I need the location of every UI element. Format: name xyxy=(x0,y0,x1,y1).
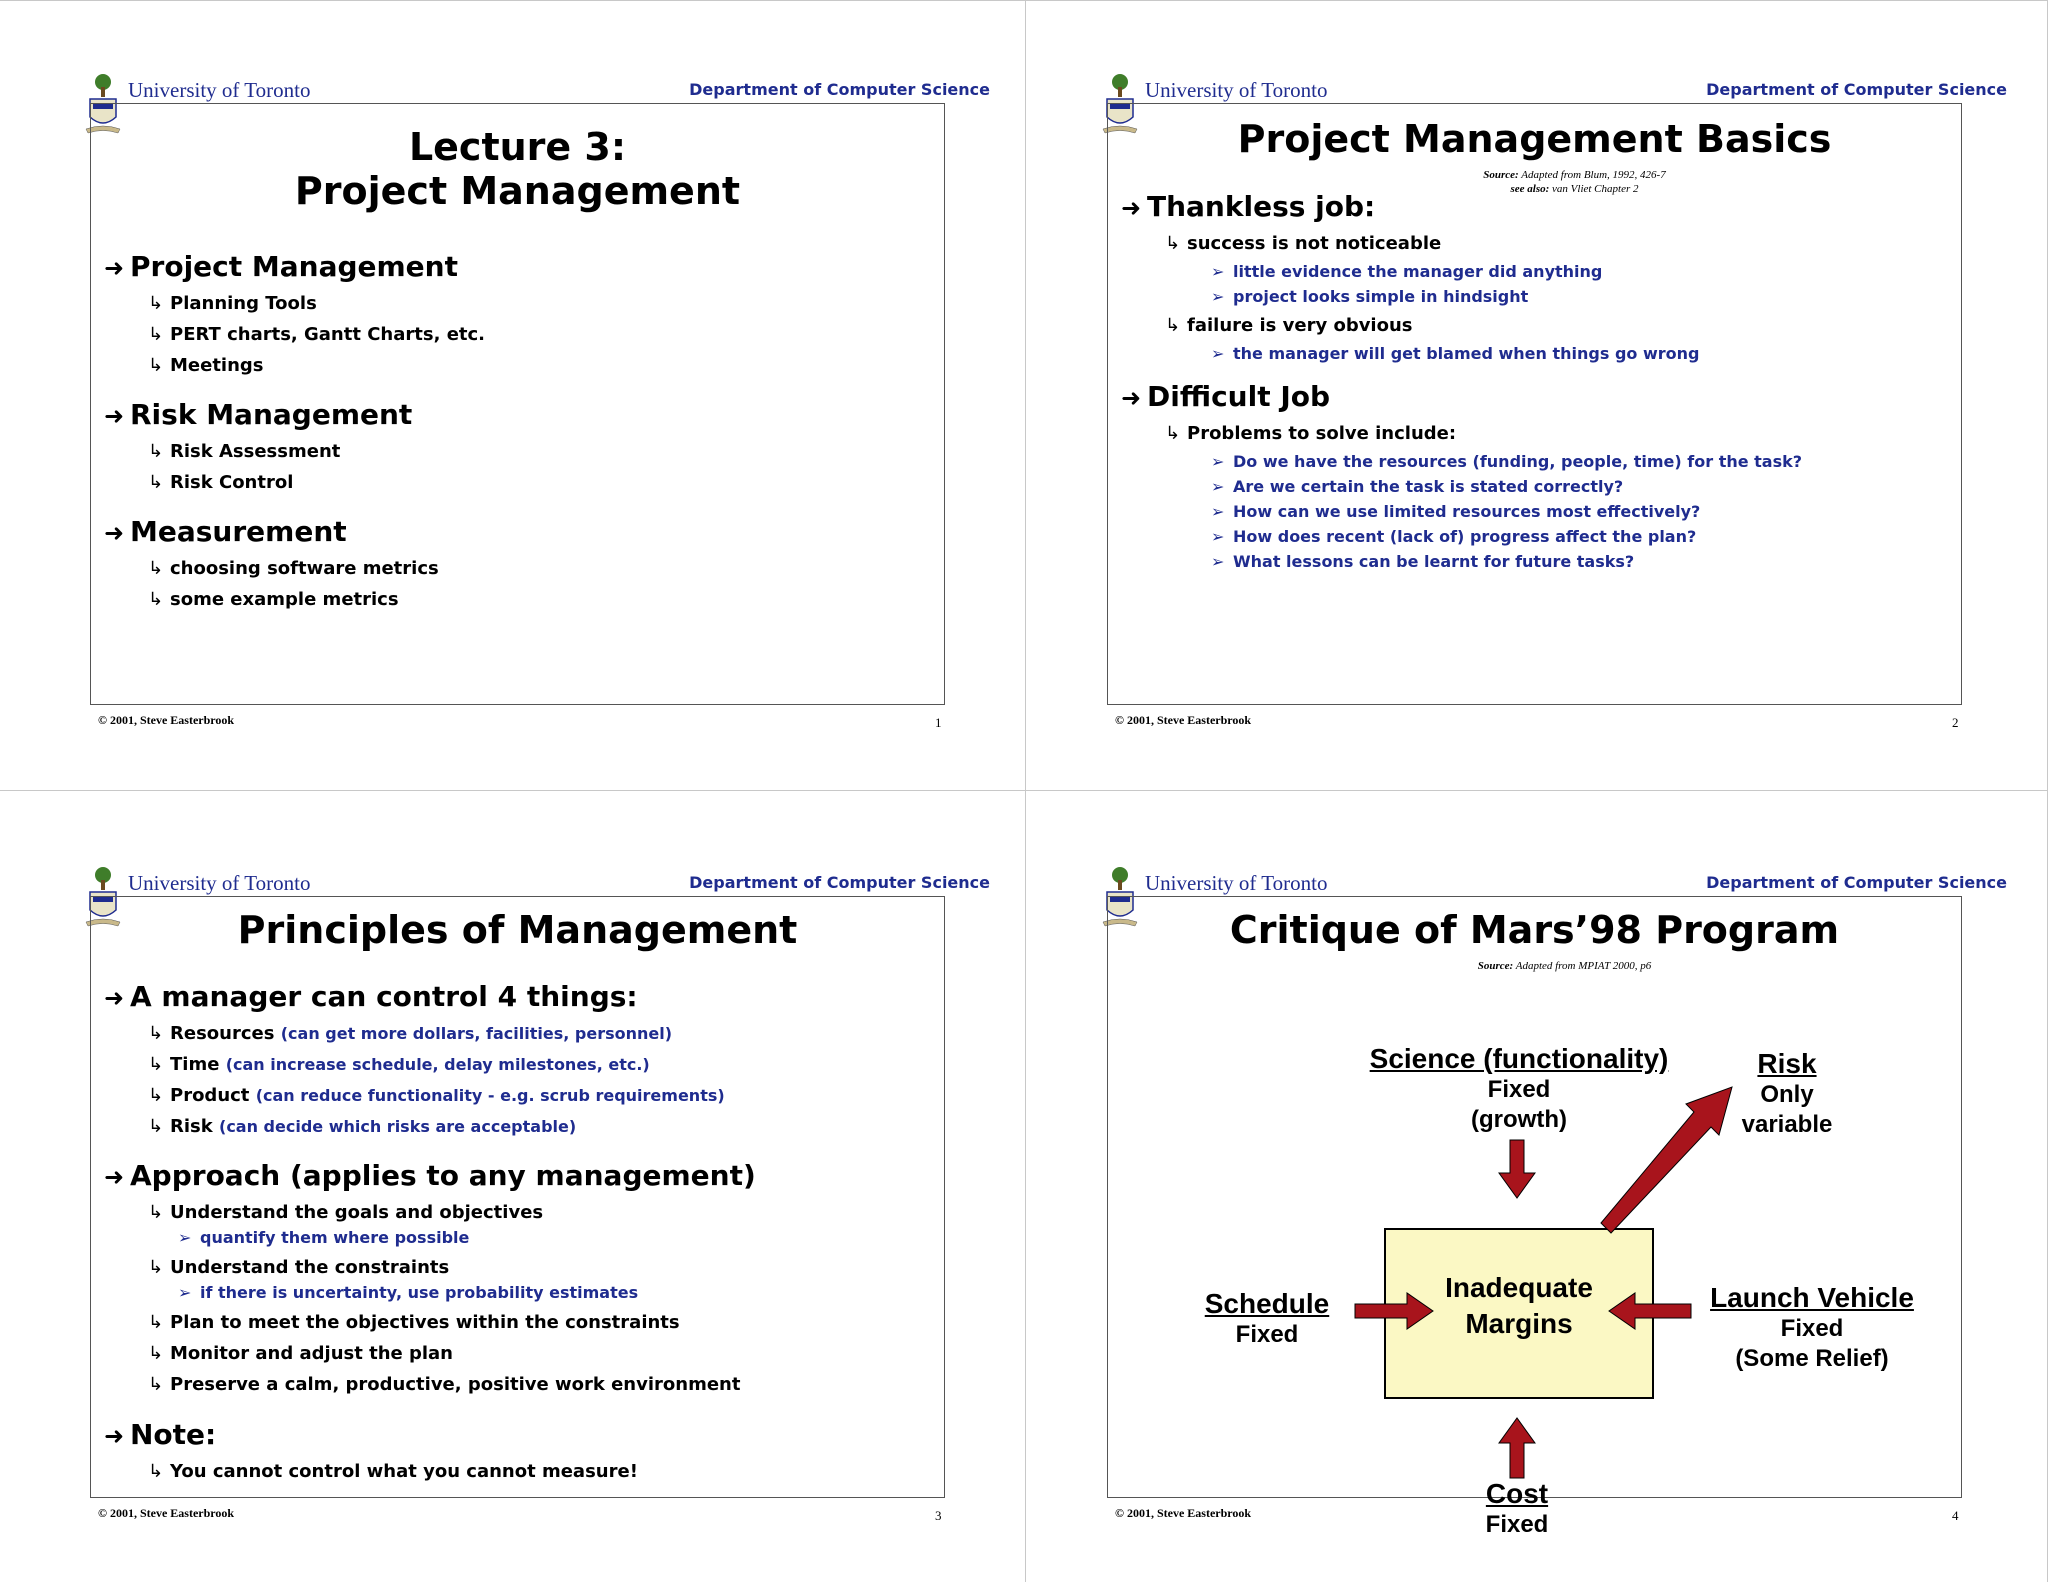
list-item-text: PERT charts, Gantt Charts, etc. xyxy=(170,324,486,345)
launch-vehicle-sub-1: Fixed xyxy=(1780,1315,1844,1342)
list-item-note: (can decide which risks are acceptable) xyxy=(219,1117,577,1136)
see-also-label: see also: xyxy=(1510,183,1550,195)
slide-title: Critique of Mars’98 Program xyxy=(1229,908,1840,952)
cost-label xyxy=(1447,1478,1587,1540)
list-item xyxy=(148,472,293,493)
chevron-bullet-icon: ➢ xyxy=(1211,262,1225,281)
list-item xyxy=(148,1461,638,1482)
bullet-heading-text: A manager can control 4 things: xyxy=(130,980,638,1013)
list-item xyxy=(148,441,340,462)
chevron-bullet-icon: ➢ xyxy=(1211,502,1225,521)
bullet-heading-text: Difficult Job xyxy=(1147,380,1331,413)
arrow-bullet-icon: ➜ xyxy=(104,254,125,282)
sub-item-text: project looks simple in hindsight xyxy=(1233,287,1529,306)
arrow-bullet-icon: ➜ xyxy=(104,519,125,547)
cost-title: Cost xyxy=(1485,1478,1549,1509)
hook-arrow-icon: ↳ xyxy=(148,1374,164,1395)
sub-item xyxy=(1211,344,1699,363)
chevron-bullet-icon: ➢ xyxy=(178,1228,192,1247)
schedule-arrow xyxy=(1355,1293,1433,1329)
hook-arrow-icon: ↳ xyxy=(1165,233,1181,254)
title-line-2: Project Management xyxy=(294,169,741,213)
arrow-bullet-icon: ➜ xyxy=(104,1163,125,1191)
bullet-heading-text: Approach (applies to any management) xyxy=(130,1159,756,1192)
university-name: University of Toronto xyxy=(1145,78,1328,102)
hook-arrow-icon: ↳ xyxy=(148,1343,164,1364)
copyright: © 2001, Steve Easterbrook xyxy=(1115,1506,1252,1520)
bullet-heading xyxy=(104,515,347,548)
slide-1 xyxy=(90,75,990,790)
science-title: Science (functionality) xyxy=(1369,1043,1669,1074)
risk-sub-2: variable xyxy=(1741,1111,1833,1138)
page-divider-vertical xyxy=(1025,0,1026,1582)
bullet-heading-text: Measurement xyxy=(130,515,347,548)
list-item-text: Planning Tools xyxy=(170,293,317,314)
department-name: Department of Computer Science xyxy=(689,873,990,892)
science-arrow xyxy=(1499,1140,1535,1198)
sub-item xyxy=(1211,502,1700,521)
list-item-text: Plan to meet the objectives within the constraints xyxy=(170,1312,680,1333)
department-name: Department of Computer Science xyxy=(689,80,990,99)
list-item-text: Understand the constraints xyxy=(170,1257,450,1278)
list-item xyxy=(148,1023,672,1044)
list-item-text: Resources xyxy=(170,1023,275,1044)
bullet-heading-text: Note: xyxy=(130,1418,217,1451)
risk-sub-1: Only xyxy=(1760,1081,1814,1108)
diagram-arrows xyxy=(1107,868,1962,1583)
bullet-heading-text: Risk Management xyxy=(130,398,413,431)
chevron-bullet-icon: ➢ xyxy=(1211,527,1225,546)
sub-item xyxy=(1211,452,1802,471)
hook-arrow-icon: ↳ xyxy=(148,1461,164,1482)
list-item xyxy=(148,1085,725,1106)
science-label xyxy=(1359,1043,1679,1135)
hook-arrow-icon: ↳ xyxy=(148,1257,164,1278)
bullet-heading xyxy=(104,1418,216,1451)
sub-item xyxy=(1211,477,1623,496)
list-item xyxy=(1165,315,1413,336)
department-name: Department of Computer Science xyxy=(1706,873,2007,892)
list-item xyxy=(148,355,264,376)
hook-arrow-icon: ↳ xyxy=(148,1116,164,1137)
list-item-text: choosing software metrics xyxy=(170,558,439,579)
hook-arrow-icon: ↳ xyxy=(148,1054,164,1075)
schedule-title: Schedule xyxy=(1204,1288,1330,1319)
chevron-bullet-icon: ➢ xyxy=(1211,344,1225,363)
list-item-note: (can increase schedule, delay milestones, etc.) xyxy=(225,1055,650,1074)
university-name: University of Toronto xyxy=(128,78,311,102)
hook-arrow-icon: ↳ xyxy=(148,1312,164,1333)
slide-title: Principles of Management xyxy=(237,908,798,952)
list-item xyxy=(148,558,439,579)
hook-arrow-icon: ↳ xyxy=(148,558,164,579)
department-name: Department of Computer Science xyxy=(1706,80,2007,99)
launch-vehicle-label xyxy=(1692,1282,1932,1374)
science-sub-2: (growth) xyxy=(1471,1106,1567,1133)
science-sub-1: Fixed xyxy=(1487,1076,1551,1103)
cost-arrow xyxy=(1499,1418,1535,1478)
page-edge-top xyxy=(0,0,2048,1)
sub-item xyxy=(1211,552,1634,571)
list-item-text: Product xyxy=(170,1085,250,1106)
sub-item xyxy=(1211,262,1602,281)
source-label: Source: xyxy=(1477,960,1514,972)
list-item-text: some example metrics xyxy=(170,589,399,610)
list-item xyxy=(1165,233,1441,254)
page-number: 1 xyxy=(935,715,942,730)
list-item-text: Risk xyxy=(170,1116,213,1137)
risk-title: Risk xyxy=(1757,1048,1817,1079)
source-label: Source: xyxy=(1483,169,1519,181)
hook-arrow-icon: ↳ xyxy=(1165,315,1181,336)
list-item xyxy=(148,324,485,345)
page-number: 2 xyxy=(1952,715,1959,730)
arrow-bullet-icon: ➜ xyxy=(104,1422,125,1450)
slide-3 xyxy=(90,868,990,1583)
list-item-text: Time xyxy=(170,1054,220,1075)
hook-arrow-icon: ↳ xyxy=(148,589,164,610)
slide-title xyxy=(90,125,945,213)
launch-vehicle-sub-2: (Some Relief) xyxy=(1735,1345,1889,1372)
bullet-heading-text: Thankless job: xyxy=(1147,190,1376,223)
sub-item-text: Do we have the resources (funding, people, time) for the task? xyxy=(1233,452,1803,471)
list-item-text: success is not noticeable xyxy=(1187,233,1442,254)
hook-arrow-icon: ↳ xyxy=(148,355,164,376)
hook-arrow-icon: ↳ xyxy=(148,1202,164,1223)
box-line-1: Inadequate xyxy=(1445,1272,1593,1303)
bullet-heading xyxy=(104,1159,756,1192)
copyright: © 2001, Steve Easterbrook xyxy=(98,1506,235,1520)
bullet-heading xyxy=(1121,380,1330,413)
sub-item-text: quantify them where possible xyxy=(200,1228,470,1247)
page-number: 4 xyxy=(1952,1508,1959,1523)
cost-sub: Fixed xyxy=(1485,1511,1549,1538)
list-item-text: Risk Control xyxy=(170,472,294,493)
university-name: University of Toronto xyxy=(128,871,311,895)
schedule-sub: Fixed xyxy=(1235,1321,1299,1348)
sub-item-text: Are we certain the task is stated correctly? xyxy=(1233,477,1624,496)
bullet-heading xyxy=(1121,190,1375,223)
hook-arrow-icon: ↳ xyxy=(148,1085,164,1106)
sub-item-text: How does recent (lack of) progress affect the plan? xyxy=(1233,527,1697,546)
slide-title: Project Management Basics xyxy=(1237,117,1832,161)
risk-label xyxy=(1727,1048,1847,1140)
list-item-text: Problems to solve include: xyxy=(1187,423,1457,444)
arrow-bullet-icon: ➜ xyxy=(1121,384,1142,412)
arrow-bullet-icon: ➜ xyxy=(104,402,125,430)
list-item-text: Preserve a calm, productive, positive work environment xyxy=(170,1374,741,1395)
launch-vehicle-title: Launch Vehicle xyxy=(1710,1282,1914,1313)
bullet-heading xyxy=(104,250,458,283)
university-name: University of Toronto xyxy=(1145,871,1328,895)
sub-item-text: How can we use limited resources most effectively? xyxy=(1233,502,1701,521)
bullet-heading xyxy=(104,398,412,431)
slide-2 xyxy=(1107,75,2007,790)
arrow-bullet-icon: ➜ xyxy=(1121,194,1142,222)
arrow-bullet-icon: ➜ xyxy=(104,984,125,1012)
copyright: © 2001, Steve Easterbrook xyxy=(1115,713,1252,727)
list-item xyxy=(148,1116,576,1137)
schedule-label xyxy=(1187,1288,1347,1350)
chevron-bullet-icon: ➢ xyxy=(1211,552,1225,571)
copyright: © 2001, Steve Easterbrook xyxy=(98,713,235,727)
sub-item xyxy=(1211,287,1528,306)
list-item xyxy=(148,1257,449,1278)
sub-item xyxy=(178,1283,638,1302)
chevron-bullet-icon: ➢ xyxy=(1211,477,1225,496)
sub-item xyxy=(1211,527,1696,546)
hook-arrow-icon: ↳ xyxy=(1165,423,1181,444)
list-item xyxy=(148,1054,650,1075)
list-item-text: Understand the goals and objectives xyxy=(170,1202,544,1223)
hook-arrow-icon: ↳ xyxy=(148,441,164,462)
sub-item xyxy=(178,1228,469,1247)
see-also-text: van Vliet Chapter 2 xyxy=(1552,183,1639,195)
list-item xyxy=(1165,423,1456,444)
hook-arrow-icon: ↳ xyxy=(148,293,164,314)
list-item xyxy=(148,293,317,314)
list-item-text: You cannot control what you cannot measure! xyxy=(170,1461,638,1482)
list-item-text: failure is very obvious xyxy=(1187,315,1413,336)
list-item-text: Meetings xyxy=(170,355,264,376)
chevron-bullet-icon: ➢ xyxy=(1211,452,1225,471)
sub-item-text: the manager will get blamed when things go wrong xyxy=(1233,344,1700,363)
list-item-text: Monitor and adjust the plan xyxy=(170,1343,453,1364)
source-text: Adapted from Blum, 1992, 426-7 xyxy=(1521,169,1666,181)
list-item xyxy=(148,1312,680,1333)
page-number: 3 xyxy=(935,1508,942,1523)
chevron-bullet-icon: ➢ xyxy=(178,1283,192,1302)
list-item xyxy=(148,589,399,610)
page-divider-horizontal xyxy=(0,790,2048,791)
source-text: Adapted from MPIAT 2000, p6 xyxy=(1515,960,1652,972)
hook-arrow-icon: ↳ xyxy=(148,324,164,345)
slide-4 xyxy=(1107,868,2007,1583)
list-item-note: (can reduce functionality - e.g. scrub requirements) xyxy=(255,1086,725,1105)
list-item xyxy=(148,1202,543,1223)
sub-item-text: little evidence the manager did anything xyxy=(1233,262,1603,281)
list-item-text: Risk Assessment xyxy=(170,441,341,462)
bullet-heading xyxy=(104,980,638,1013)
hook-arrow-icon: ↳ xyxy=(148,472,164,493)
list-item-note: (can get more dollars, facilities, personnel) xyxy=(280,1024,673,1043)
bullet-heading-text: Project Management xyxy=(130,250,458,283)
source-note xyxy=(1147,169,2002,182)
box-line-2: Margins xyxy=(1465,1308,1573,1339)
title-line-1: Lecture 3: xyxy=(408,125,627,169)
sub-item-text: if there is uncertainty, use probability estimates xyxy=(200,1283,639,1302)
list-item xyxy=(148,1343,453,1364)
sub-item-text: What lessons can be learnt for future tasks? xyxy=(1233,552,1635,571)
list-item xyxy=(148,1374,740,1395)
hook-arrow-icon: ↳ xyxy=(148,1023,164,1044)
launch-vehicle-arrow xyxy=(1609,1293,1691,1329)
chevron-bullet-icon: ➢ xyxy=(1211,287,1225,306)
